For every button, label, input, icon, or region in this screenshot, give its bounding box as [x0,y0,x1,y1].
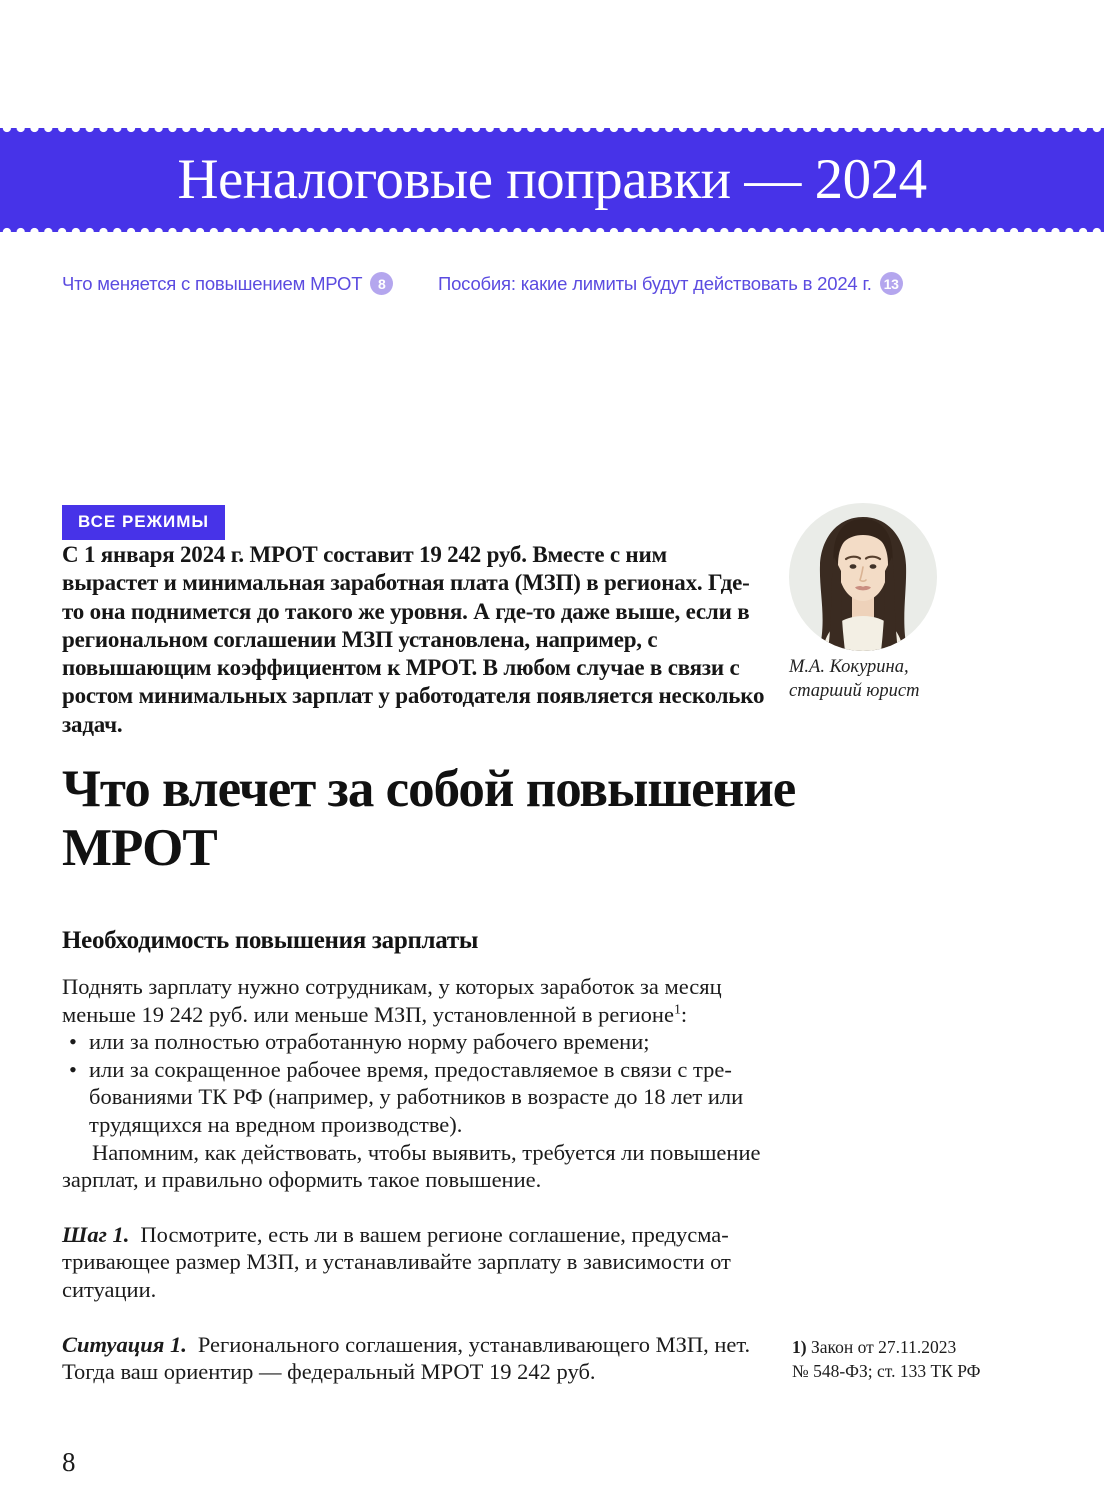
situation-1-label: Ситуация 1. [62,1331,187,1357]
intro-paragraph [62,973,762,1028]
situation-1-text: Регионального соглашения, устанавливающего МЗП, нет. Тогда ваш ориентир — федеральный МРОТ 19 242 руб. [62,1331,751,1385]
article-body [62,973,762,1386]
step-1-paragraph [62,1221,762,1304]
page-badge: 13 [880,272,903,295]
intro-colon: : [680,1001,688,1027]
page-badge: 8 [370,272,393,295]
list-item: • или за сокращенное рабочее время, предоставляемое в связи с требованиями ТК РФ (например, у работников в возрасте до 18 лет или трудящихся на вредном производстве). [62,1056,762,1139]
toc-link-label: Что меняется с повышением МРОТ [62,272,363,294]
issue-banner [0,128,1104,232]
footnote-marker: 1) [792,1337,807,1357]
page-number: 8 [62,1447,76,1477]
author-role: старший юрист [789,680,920,701]
author-name: М.А. Кокурина, [789,657,909,677]
author-photo [789,503,937,651]
step-1-text: Посмотрите, есть ли в вашем регионе соглашение, предусматривающее размер МЗП, и устанавливайте зарплату в зависимости от ситуации. [62,1221,731,1302]
toc-link-label: Пособия: какие лимиты будут действовать в 2024 г. [438,272,872,294]
list-item: • или за полностью отработанную норму рабочего времени; [62,1028,762,1056]
situation-1-paragraph [62,1331,762,1386]
footnote-text: Закон от 27.11.2023 № 548-ФЗ; ст. 133 ТК РФ [792,1337,981,1381]
issue-title: Неналоговые поправки — 2024 [177,148,927,211]
author-caption [789,656,949,703]
regime-tag: ВСЕ РЕЖИМЫ [62,505,225,540]
toc-link-posobiya[interactable] [438,272,903,295]
author-figure [789,503,949,703]
article-title: Что влечет за собой повышение МРОТ [62,760,796,877]
reminder-paragraph: Напомним, как действовать, чтобы выявить, требуется ли повышение зарплат, и правильно оформить такое повышение. [62,1139,761,1193]
conditions-list [62,1028,762,1138]
lead-paragraph: С 1 января 2024 г. МРОТ составит 19 242 руб. Вместе с ним вырастет и минимальная заработная плата (МЗП) в регионах. Где-то она поднимется до такого же уровня. А где-то даже выше, если в региональном соглашении МЗП установлена, например, с повышающим коэффициентом к МРОТ. В любом случае в связи с ростом минимальных зарплат у работодателя появляется несколько задач. [62,542,765,737]
footnote-ref: 1 [673,1002,681,1018]
footnote [792,1336,988,1383]
section-heading: Необходимость повышения зарплаты [62,927,479,954]
toc-link-mrot[interactable] [62,272,393,295]
intro-text: Поднять зарплату нужно сотрудникам, у которых заработок за месяц меньше 19 242 руб. или меньше МЗП, установленной в регионе [62,974,722,1027]
step-1-label: Шаг 1. [62,1221,130,1247]
